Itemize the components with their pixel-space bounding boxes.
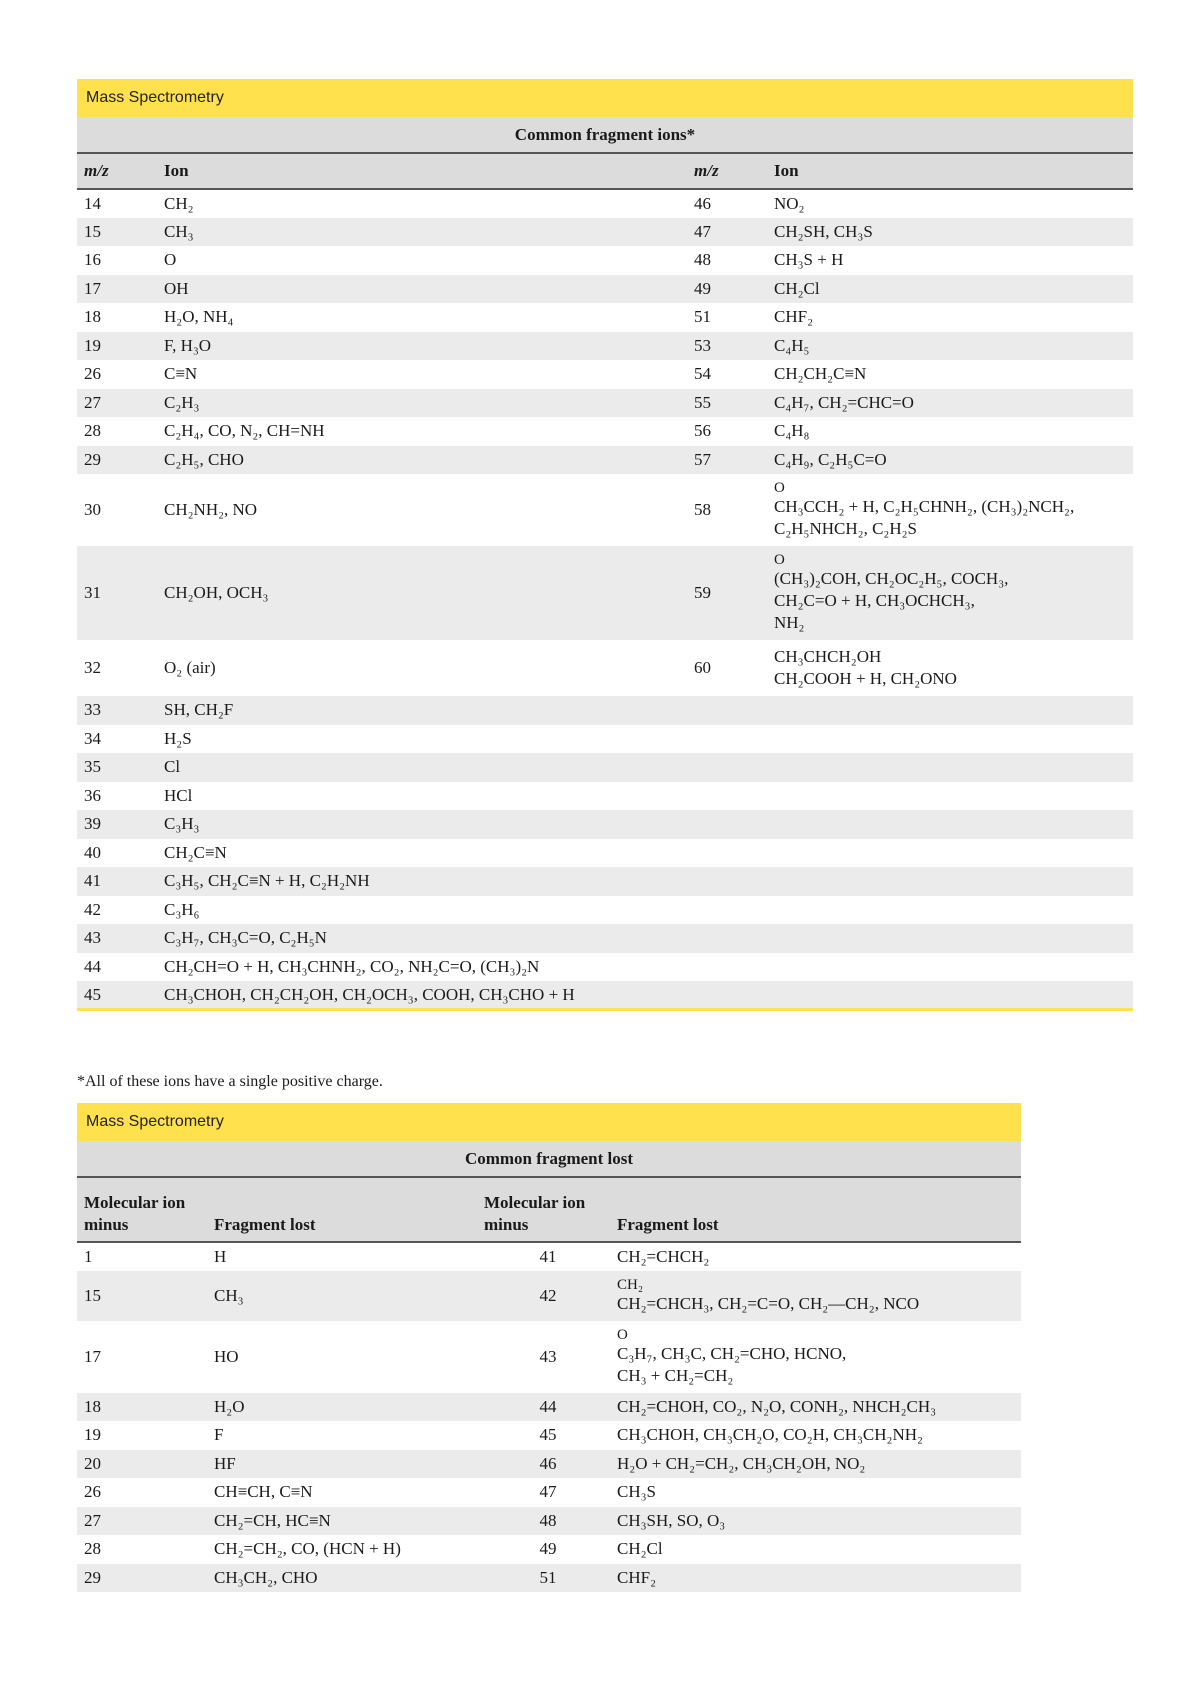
table-row bbox=[77, 1242, 1021, 1271]
mz-cell bbox=[680, 981, 774, 1010]
mz-cell: 27 bbox=[84, 392, 101, 412]
mz-cell: 28 bbox=[84, 421, 101, 441]
fragment-lost-cell: CH₂=CHCH₂ bbox=[617, 1246, 710, 1266]
ion-cell: C₃H₆ bbox=[164, 899, 200, 919]
mz-cell: 44 bbox=[84, 956, 101, 976]
mz-cell: 48 bbox=[694, 250, 711, 270]
ion-cell: O bbox=[164, 250, 177, 270]
fragment-lost-cell bbox=[612, 1321, 1021, 1393]
mz-cell bbox=[680, 839, 774, 868]
fragment-line: CH₂=CHCH₃, CH₂=C=O, CH₂—CH₂, NCO bbox=[617, 1293, 920, 1313]
molecular-ion-minus-cell: 27 bbox=[84, 1510, 101, 1530]
mz-cell: 34 bbox=[84, 728, 101, 748]
ion-cell bbox=[774, 474, 1133, 546]
table-row bbox=[77, 1393, 1021, 1422]
mz-cell: 29 bbox=[84, 449, 101, 469]
table-row bbox=[77, 753, 1133, 782]
fragments-lost-panel bbox=[77, 1103, 1021, 1592]
ion-cell: C₄H₈ bbox=[774, 421, 810, 441]
fragment-lost-cell: HF bbox=[214, 1453, 236, 1473]
ion-cell bbox=[774, 696, 1133, 725]
ion-line: NH₂ bbox=[774, 613, 805, 632]
mz-cell bbox=[680, 696, 774, 725]
molecular-ion-minus-cell: 43 bbox=[539, 1346, 557, 1366]
molecular-ion-minus-cell: 46 bbox=[539, 1453, 557, 1473]
molecular-ion-minus-cell: 45 bbox=[539, 1425, 557, 1445]
table-row bbox=[77, 246, 1133, 275]
table-row bbox=[77, 1478, 1021, 1507]
ion-cell: C₃H₃ bbox=[164, 814, 200, 834]
molecular-ion-minus-cell: 51 bbox=[539, 1567, 557, 1587]
ion-cell: C₄H₇, CH₂=CHC=O bbox=[774, 392, 914, 412]
fragment-lost-cell: H bbox=[214, 1246, 227, 1266]
table-row bbox=[77, 1450, 1021, 1479]
ion-cell: CH₂CH=O + H, CH₃CHNH₂, CO₂, NH₂C=O, (CH₃)₂N bbox=[164, 956, 540, 976]
mz-cell: 17 bbox=[84, 278, 101, 298]
table-row bbox=[77, 810, 1133, 839]
fragment-lost-cell: CH₃ bbox=[214, 1285, 244, 1305]
ion-line: C₂H₅NHCH₂, C₂H₂S bbox=[774, 519, 917, 538]
ion-cell: CH₂SH, CH₃S bbox=[774, 221, 873, 241]
col-ion: Ion bbox=[164, 161, 189, 180]
mz-cell: 59 bbox=[694, 583, 711, 602]
mz-cell bbox=[680, 725, 774, 754]
mz-cell: 36 bbox=[84, 785, 101, 805]
molecular-ion-minus-cell: 47 bbox=[539, 1482, 557, 1502]
col-fragment-lost: Fragment lost bbox=[214, 1215, 316, 1234]
mz-cell bbox=[680, 753, 774, 782]
ion-cell: CH₃CHOH, CH₂CH₂OH, CH₂OCH₃, COOH, CH₃CHO + H bbox=[164, 984, 575, 1004]
fragment-lost-cell: HO bbox=[214, 1346, 239, 1366]
table-row bbox=[77, 332, 1133, 361]
fragment-lost-cell: CH₃SH, SO, O₃ bbox=[617, 1510, 726, 1530]
mz-cell bbox=[680, 924, 774, 953]
mz-cell: 33 bbox=[84, 700, 101, 720]
molecular-ion-minus-cell: 29 bbox=[84, 1567, 101, 1587]
ion-cell bbox=[774, 725, 1133, 754]
ion-cell: H₂S bbox=[164, 728, 192, 748]
ion-cell: CH₃ bbox=[164, 221, 194, 241]
mz-cell: 15 bbox=[84, 221, 101, 241]
mz-cell: 40 bbox=[84, 842, 101, 862]
table2-subtitle: Common fragment lost bbox=[77, 1141, 1021, 1178]
ion-cell: C₂H₃ bbox=[164, 392, 200, 412]
ion-cell: NO₂ bbox=[774, 193, 805, 213]
fragments-lost-table bbox=[77, 1178, 1021, 1592]
fragment-lost-cell: CH₃CHOH, CH₃CH₂O, CO₂H, CH₃CH₂NH₂ bbox=[617, 1425, 923, 1445]
mz-cell: 58 bbox=[694, 500, 711, 519]
ion-cell: C₃H₇, CH₃C=O, C₂H₅N bbox=[164, 928, 327, 948]
ion-cell: O₂ (air) bbox=[164, 658, 216, 677]
molecular-ion-minus-cell: 48 bbox=[539, 1510, 557, 1530]
table1-banner: Mass Spectrometry bbox=[77, 79, 1133, 117]
ion-cell: CH₂Cl bbox=[774, 278, 820, 298]
col-molecular-ion-minus: Molecular ion minus bbox=[84, 1193, 186, 1234]
ion-cell bbox=[774, 981, 1133, 1010]
mz-cell: 39 bbox=[84, 814, 101, 834]
mz-cell: 46 bbox=[694, 193, 711, 213]
fragment-lost-cell: CH₂Cl bbox=[617, 1539, 663, 1559]
mz-cell: 30 bbox=[84, 500, 101, 519]
structure-label: CH₂ bbox=[617, 1276, 644, 1293]
ion-cell: C≡N bbox=[164, 364, 198, 384]
mz-cell: 18 bbox=[84, 307, 101, 327]
ion-cell: F, H₃O bbox=[164, 335, 212, 355]
ion-cell: H₂O, NH₄ bbox=[164, 307, 234, 327]
table-row bbox=[77, 953, 1133, 982]
ion-line: CH₃CCH₂ + H, C₂H₅CHNH₂, (CH₃)₂NCH₂, bbox=[774, 497, 1075, 516]
mz-cell: 54 bbox=[694, 364, 711, 384]
ion-cell bbox=[774, 546, 1133, 640]
mz-cell: 53 bbox=[694, 335, 711, 355]
table-row bbox=[77, 725, 1133, 754]
col-fragment-lost-2: Fragment lost bbox=[617, 1215, 719, 1234]
ion-cell: CH₂NH₂, NO bbox=[164, 500, 258, 519]
ion-line: CH₃CHCH₂OH bbox=[774, 647, 882, 666]
ion-line: (CH₃)₂COH, CH₂OC₂H₅, COCH₃, bbox=[774, 569, 1009, 588]
ion-cell: OH bbox=[164, 278, 189, 298]
mz-cell: 41 bbox=[84, 871, 101, 891]
table-row bbox=[77, 924, 1133, 953]
ion-line: CH₂C=O + H, CH₃OCHCH₃, bbox=[774, 591, 975, 610]
mz-cell: 19 bbox=[84, 335, 101, 355]
table-row bbox=[77, 839, 1133, 868]
ion-cell bbox=[774, 810, 1133, 839]
structure-label: O bbox=[774, 480, 785, 496]
mz-cell: 31 bbox=[84, 583, 101, 602]
table-row bbox=[77, 896, 1133, 925]
table2-banner: Mass Spectrometry bbox=[77, 1103, 1021, 1141]
fragment-lost-cell: CH₃S bbox=[617, 1482, 656, 1502]
mz-cell: 51 bbox=[694, 307, 711, 327]
fragment-lost-cell: F bbox=[214, 1425, 224, 1445]
mz-cell bbox=[680, 782, 774, 811]
table1-subtitle: Common fragment ions* bbox=[77, 117, 1133, 154]
fragment-lost-cell: H₂O + CH₂=CH₂, CH₃CH₂OH, NO₂ bbox=[617, 1453, 866, 1473]
table-row bbox=[77, 1564, 1021, 1593]
fragment-line: C₃H₇, CH₃C, CH₂=CHO, HCNO, bbox=[617, 1343, 847, 1363]
ion-cell: C₂H₅, CHO bbox=[164, 449, 244, 469]
fragment-lost-cell: CH≡CH, C≡N bbox=[214, 1482, 313, 1502]
ion-cell: CH₂CH₂C≡N bbox=[774, 364, 867, 384]
table-row bbox=[77, 417, 1133, 446]
ion-cell: SH, CH₂F bbox=[164, 700, 234, 720]
molecular-ion-minus-cell: 26 bbox=[84, 1482, 101, 1502]
mz-cell: 35 bbox=[84, 757, 101, 777]
molecular-ion-minus-cell: 28 bbox=[84, 1539, 101, 1559]
fragment-lost-cell: H₂O bbox=[214, 1396, 245, 1416]
molecular-ion-minus-cell: 18 bbox=[84, 1396, 101, 1416]
fragment-lost-cell bbox=[612, 1271, 1021, 1321]
structure-label: O bbox=[617, 1326, 628, 1343]
fragment-lost-cell: CH₃CH₂, CHO bbox=[214, 1567, 318, 1587]
ion-cell bbox=[774, 782, 1133, 811]
ion-cell bbox=[774, 839, 1133, 868]
mz-cell: 16 bbox=[84, 250, 101, 270]
fragment-lost-cell: CH₂=CHOH, CO₂, N₂O, CONH₂, NHCH₂CH₃ bbox=[617, 1396, 937, 1416]
table-row bbox=[77, 867, 1133, 896]
ion-cell bbox=[774, 640, 1133, 696]
table-row bbox=[77, 696, 1133, 725]
mz-cell bbox=[680, 810, 774, 839]
ion-cell bbox=[774, 953, 1133, 982]
mz-cell: 55 bbox=[694, 392, 711, 412]
table-row bbox=[77, 1321, 1021, 1393]
table-row bbox=[77, 218, 1133, 247]
table-row bbox=[77, 303, 1133, 332]
fragment-ions-panel bbox=[77, 79, 1133, 1011]
mz-cell bbox=[680, 953, 774, 982]
molecular-ion-minus-cell: 1 bbox=[84, 1246, 93, 1266]
table-row bbox=[77, 981, 1133, 1010]
ion-cell: CH₂OH, OCH₃ bbox=[164, 583, 269, 602]
molecular-ion-minus-cell: 42 bbox=[539, 1285, 557, 1305]
table-row bbox=[77, 389, 1133, 418]
mz-cell: 49 bbox=[694, 278, 711, 298]
ion-cell: C₄H₅ bbox=[774, 335, 810, 355]
mz-cell: 32 bbox=[84, 658, 101, 677]
table-row bbox=[77, 546, 1133, 640]
col-molecular-ion-minus-2: Molecular ion minus bbox=[484, 1193, 586, 1234]
molecular-ion-minus-cell: 20 bbox=[84, 1453, 101, 1473]
col-mz-2: m/z bbox=[694, 161, 719, 180]
ion-cell bbox=[774, 753, 1133, 782]
mz-cell: 26 bbox=[84, 364, 101, 384]
ion-cell: CH₃S + H bbox=[774, 250, 844, 270]
mz-cell bbox=[680, 867, 774, 896]
table-row bbox=[77, 360, 1133, 389]
fragment-lost-cell: CH₂=CH, HC≡N bbox=[214, 1510, 331, 1530]
table-row bbox=[77, 474, 1133, 546]
ion-cell: C₃H₅, CH₂C≡N + H, C₂H₂NH bbox=[164, 871, 370, 891]
ion-cell: HCl bbox=[164, 785, 193, 805]
table-row bbox=[77, 782, 1133, 811]
molecular-ion-minus-cell: 44 bbox=[539, 1396, 557, 1416]
col-ion-2: Ion bbox=[774, 161, 799, 180]
fragment-lost-cell: CHF₂ bbox=[617, 1567, 656, 1587]
molecular-ion-minus-cell: 41 bbox=[539, 1246, 557, 1266]
mz-cell: 56 bbox=[694, 421, 711, 441]
col-mz: m/z bbox=[84, 161, 109, 180]
ion-cell bbox=[774, 896, 1133, 925]
table-row bbox=[77, 1507, 1021, 1536]
molecular-ion-minus-cell: 15 bbox=[84, 1285, 101, 1305]
mz-cell: 47 bbox=[694, 221, 711, 241]
table-row bbox=[77, 1271, 1021, 1321]
mz-cell: 43 bbox=[84, 928, 101, 948]
table-row bbox=[77, 640, 1133, 696]
molecular-ion-minus-cell: 19 bbox=[84, 1425, 101, 1445]
mz-cell bbox=[680, 896, 774, 925]
table-row bbox=[77, 275, 1133, 304]
ion-cell: CHF₂ bbox=[774, 307, 813, 327]
ion-cell bbox=[774, 924, 1133, 953]
mz-cell: 57 bbox=[694, 449, 711, 469]
ion-cell: CH₂ bbox=[164, 193, 194, 213]
structure-label: O bbox=[774, 552, 785, 568]
table-row bbox=[77, 189, 1133, 218]
fragment-line: CH₃ + CH₂=CH₂ bbox=[617, 1365, 734, 1385]
mz-cell: 14 bbox=[84, 193, 101, 213]
table-row bbox=[77, 446, 1133, 475]
table-row bbox=[77, 1535, 1021, 1564]
fragment-ions-table bbox=[77, 154, 1133, 1011]
ion-line: CH₂COOH + H, CH₂ONO bbox=[774, 669, 957, 688]
molecular-ion-minus-cell: 49 bbox=[539, 1539, 557, 1559]
ion-cell: C₄H₉, C₂H₅C=O bbox=[774, 449, 887, 469]
ion-cell: C₂H₄, CO, N₂, CH=NH bbox=[164, 421, 325, 441]
table-row bbox=[77, 1421, 1021, 1450]
mz-cell: 45 bbox=[84, 984, 101, 1004]
ion-cell: Cl bbox=[164, 757, 181, 777]
ion-cell: CH₂C≡N bbox=[164, 842, 227, 862]
fragment-lost-cell: CH₂=CH₂, CO, (HCN + H) bbox=[214, 1539, 401, 1559]
molecular-ion-minus-cell: 17 bbox=[84, 1346, 101, 1366]
ion-cell bbox=[774, 867, 1133, 896]
mz-cell: 60 bbox=[694, 658, 711, 677]
mz-cell: 42 bbox=[84, 899, 101, 919]
footnote: *All of these ions have a single positive charge. bbox=[77, 1073, 383, 1090]
